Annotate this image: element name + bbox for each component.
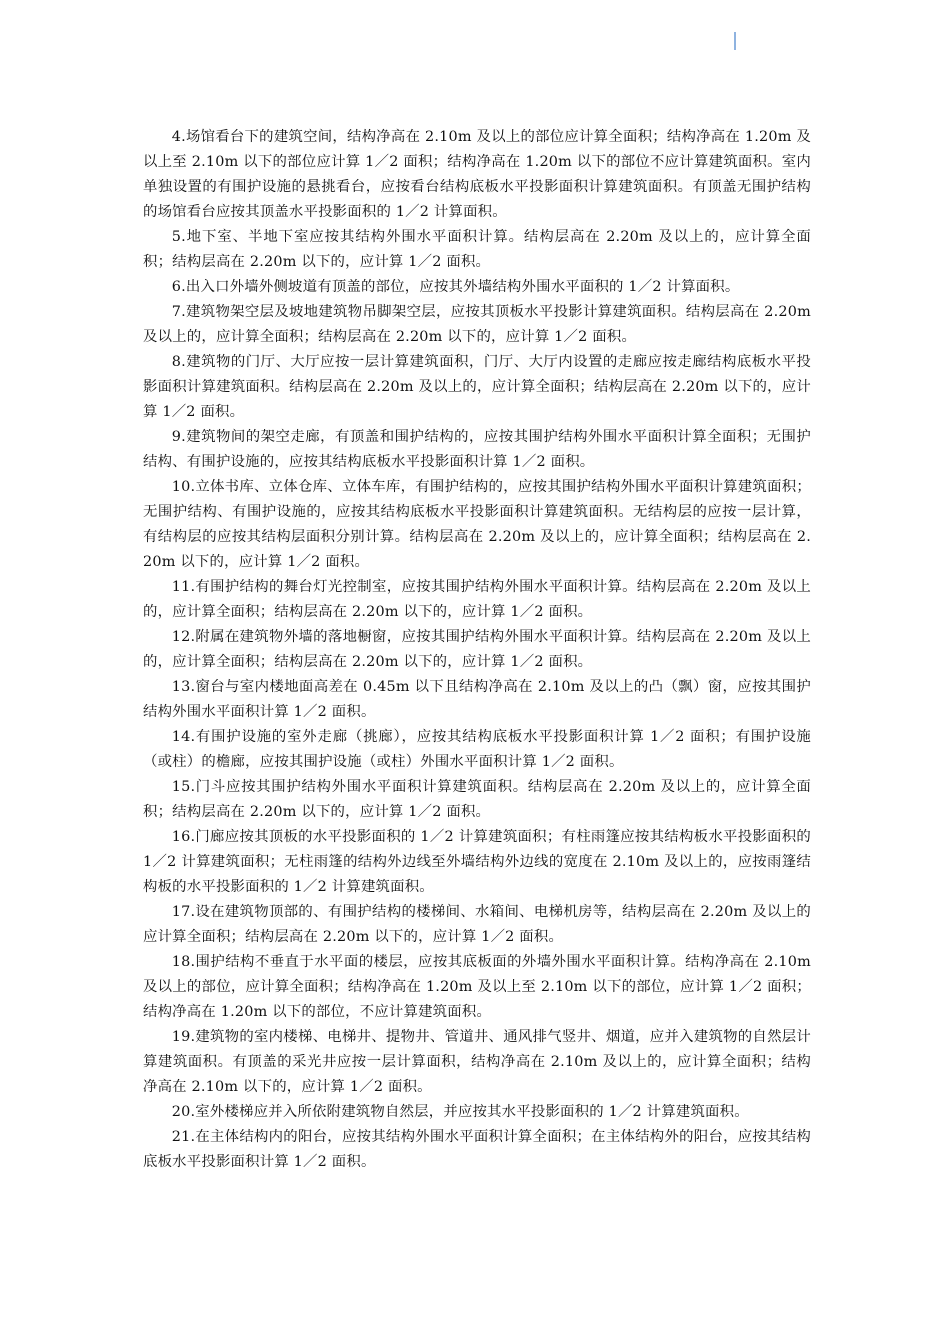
paragraph-19: 19.建筑物的室内楼梯、电梯井、提物井、管道井、通风排气竖井、烟道，应并入建筑物的自然层计算建筑面积。有顶盖的采光井应按一层计算面积，结构净高在 2.10m 及以上的，应计算全面积；结构净高在 2.10m 以下的，应计算 1／2 面积。 <box>143 1029 811 1095</box>
text-cursor-mark <box>734 32 736 50</box>
paragraph-12: 12.附属在建筑物外墙的落地橱窗，应按其围护结构外围水平面积计算。结构层高在 2.20m 及以上的，应计算全面积；结构层高在 2.20m 以下的，应计算 1／2 面积。 <box>143 629 811 670</box>
paragraph-15: 15.门斗应按其围护结构外围水平面积计算建筑面积。结构层高在 2.20m 及以上的，应计算全面积；结构层高在 2.20m 以下的，应计算 1／2 面积。 <box>143 779 811 820</box>
paragraph-17: 17.设在建筑物顶部的、有围护结构的楼梯间、水箱间、电梯机房等，结构层高在 2.20m 及以上的应计算全面积；结构层高在 2.20m 以下的，应计算 1／2 面积。 <box>143 904 811 945</box>
paragraph-20: 20.室外楼梯应并入所依附建筑物自然层，并应按其水平投影面积的 1／2 计算建筑面积。 <box>171 1104 749 1120</box>
paragraph-13: 13.窗台与室内楼地面高差在 0.45m 以下且结构净高在 2.10m 及以上的凸（飘）窗，应按其围护结构外围水平面积计算 1／2 面积。 <box>143 679 811 720</box>
paragraph-18: 18.围护结构不垂直于水平面的楼层，应按其底板面的外墙外围水平面积计算。结构净高在 2.10m 及以上的部位，应计算全面积；结构净高在 1.20m 及以上至 2.10m 以下的部位，应计算 1／2 面积；结构净高在 1.20m 以下的部位，不应计算建筑面积。 <box>143 954 811 1020</box>
paragraph-7: 7.建筑物架空层及坡地建筑物吊脚架空层，应按其顶板水平投影计算建筑面积。结构层高在 2.20m 及以上的，应计算全面积；结构层高在 2.20m 以下的，应计算 1／2 面积。 <box>143 304 811 345</box>
paragraph-5: 5.地下室、半地下室应按其结构外围水平面积计算。结构层高在 2.20m 及以上的，应计算全面积；结构层高在 2.20m 以下的，应计算 1／2 面积。 <box>143 229 811 270</box>
paragraph-11: 11.有围护结构的舞台灯光控制室，应按其围护结构外围水平面积计算。结构层高在 2.20m 及以上的，应计算全面积；结构层高在 2.20m 以下的，应计算 1／2 面积。 <box>143 579 811 620</box>
paragraph-10: 10.立体书库、立体仓库、立体车库，有围护结构的，应按其围护结构外围水平面积计算建筑面积；无围护结构、有围护设施的，应按其结构底板水平投影面积计算建筑面积。无结构层的应按一层计算，有结构层的应按其结构层面积分别计算。结构层高在 2.20m 及以上的，应计算全面积；结构层高在 2.20m 以下的，应计算 1／2 面积。 <box>143 479 811 570</box>
paragraph-4: 4.场馆看台下的建筑空间，结构净高在 2.10m 及以上的部位应计算全面积；结构净高在 1.20m 及以上至 2.10m 以下的部位应计算 1／2 面积；结构净高在 1.20m 以下的部位不应计算建筑面积。室内单独设置的有围护设施的悬挑看台，应按看台结构底板水平投影面积计算建筑面积。有顶盖无围护结构的场馆看台应按其顶盖水平投影面积的 1／2 计算面积。 <box>143 129 811 220</box>
paragraph-6: 6.出入口外墙外侧坡道有顶盖的部位，应按其外墙结构外围水平面积的 1／2 计算面积。 <box>171 279 740 295</box>
paragraph-16: 16.门廊应按其顶板的水平投影面积的 1／2 计算建筑面积；有柱雨篷应按其结构板水平投影面积的 1／2 计算建筑面积；无柱雨篷的结构外边线至外墙结构外边线的宽度在 2.10m 及以上的，应按雨篷结构板的水平投影面积的 1／2 计算建筑面积。 <box>143 829 811 895</box>
paragraph-9: 9.建筑物间的架空走廊，有顶盖和围护结构的，应按其围护结构外围水平面积计算全面积；无围护结构、有围护设施的，应按其结构底板水平投影面积计算 1／2 面积。 <box>143 429 811 470</box>
document-body <box>143 125 811 1175</box>
paragraph-21: 21.在主体结构内的阳台，应按其结构外围水平面积计算全面积；在主体结构外的阳台，应按其结构底板水平投影面积计算 1／2 面积。 <box>143 1129 811 1170</box>
paragraph-8: 8.建筑物的门厅、大厅应按一层计算建筑面积，门厅、大厅内设置的走廊应按走廊结构底板水平投影面积计算建筑面积。结构层高在 2.20m 及以上的，应计算全面积；结构层高在 2.20m 以下的，应计算 1／2 面积。 <box>143 354 811 420</box>
paragraph-14: 14.有围护设施的室外走廊（挑廊），应按其结构底板水平投影面积计算 1／2 面积；有围护设施（或柱）的檐廊，应按其围护设施（或柱）外围水平面积计算 1／2 面积。 <box>143 729 811 770</box>
